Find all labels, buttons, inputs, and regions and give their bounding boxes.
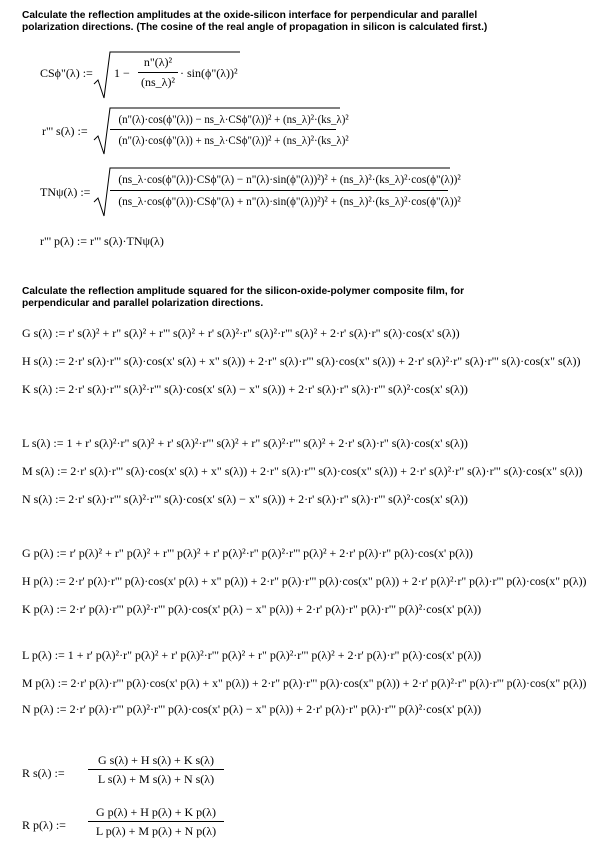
equation-M-p: M p(λ) := 2·r' p(λ)·r"' p(λ)·cos(x' p(λ) + x" p(λ)) + 2·r" p(λ)·r"' p(λ)·cos(x" p(λ)) + 2·r' p(λ)²·r" p(λ)·r"' p(λ)·cos(x" p(λ)) bbox=[22, 676, 587, 690]
R-p-numerator: G p(λ) + H p(λ) + K p(λ) bbox=[96, 805, 216, 819]
r-triple-s-numerator: (n"(λ)·cos(ϕ"(λ)) − ns_λ·CSϕ"(λ))² + (ns_λ)²·(ks_λ)² bbox=[118, 112, 349, 126]
tn-psi-numerator: (ns_λ·cos(ϕ"(λ))·CSϕ"(λ) − n"(λ)·sin(ϕ"(λ))²)² + (ns_λ)²·(ks_λ)²·cos(ϕ"(λ))² bbox=[118, 172, 461, 186]
equation-K-s: K s(λ) := 2·r' s(λ)·r"' s(λ)²·r"' s(λ)·cos(x' s(λ) − x" s(λ)) + 2·r' s(λ)·r" s(λ)·r"' s(λ)²·cos(x' s(λ)) bbox=[22, 382, 468, 396]
R-s-fraction-bar bbox=[88, 769, 224, 770]
equation-G-p: G p(λ) := r' p(λ)² + r" p(λ)² + r"' p(λ)² + r' p(λ)²·r" p(λ)²·r"' p(λ)² + 2·r' p(λ)·r" p(λ)·cos(x' p(λ)) bbox=[22, 546, 473, 560]
equation-H-p: H p(λ) := 2·r' p(λ)·r"' p(λ)·cos(x' p(λ) + x" p(λ)) + 2·r" p(λ)·r"' p(λ)·cos(x" p(λ)) + 2·r' p(λ)²·r" p(λ)·r"' p(λ)·cos(x" p(λ)) bbox=[22, 574, 587, 588]
equation-G-s: G s(λ) := r' s(λ)² + r" s(λ)² + r"' s(λ)² + r' s(λ)²·r" s(λ)²·r"' s(λ)² + 2·r' s(λ)·r" s(λ)·cos(x' s(λ)) bbox=[22, 326, 460, 340]
cs-phi-rad-post: · sin(ϕ"(λ))² bbox=[180, 66, 238, 80]
R-p-denominator: L p(λ) + M p(λ) + N p(λ) bbox=[95, 824, 217, 838]
intro-paragraph-2-line-2: perpendicular and parallel polarization directions. bbox=[22, 298, 264, 309]
equation-L-s: L s(λ) := 1 + r' s(λ)²·r" s(λ)² + r' s(λ)²·r"' s(λ)² + r" s(λ)²·r"' s(λ)² + 2·r' s(λ)·r" s(λ)·cos(x' s(λ)) bbox=[22, 436, 468, 450]
equation-N-s: N s(λ) := 2·r' s(λ)·r"' s(λ)²·r"' s(λ)·cos(x' s(λ) − x" s(λ)) + 2·r' s(λ)·r" s(λ)·r"' s(λ)²·cos(x' s(λ)) bbox=[22, 492, 468, 506]
equation-K-p: K p(λ) := 2·r' p(λ)·r"' p(λ)²·r"' p(λ)·cos(x' p(λ) − x" p(λ)) + 2·r' p(λ)·r" p(λ)·r"' p(λ)²·cos(x' p(λ)) bbox=[22, 602, 482, 616]
R-s-numerator: G s(λ) + H s(λ) + K s(λ) bbox=[98, 753, 214, 767]
cs-phi-numerator: n"(λ)² bbox=[143, 55, 173, 69]
equation-L-p: L p(λ) := 1 + r' p(λ)²·r" p(λ)² + r' p(λ)²·r"' p(λ)² + r" p(λ)²·r"' p(λ)² + 2·r' p(λ)·r" p(λ)·cos(x' p(λ)) bbox=[22, 648, 482, 662]
R-p-lhs: R p(λ) := bbox=[22, 818, 66, 832]
r-triple-s-fraction-bar bbox=[110, 129, 336, 130]
R-s-denominator: L s(λ) + M s(λ) + N s(λ) bbox=[97, 772, 215, 786]
intro-paragraph-1-line-2: polarization directions. (The cosine of the real angle of propagation in silicon is calculated first.) bbox=[22, 22, 488, 33]
intro-paragraph-1-line-1: Calculate the reflection amplitudes at the oxide-silicon interface for perpendicular and parallel bbox=[22, 10, 478, 21]
equation-N-p: N p(λ) := 2·r' p(λ)·r"' p(λ)²·r"' p(λ)·cos(x' p(λ) − x" p(λ)) + 2·r' p(λ)·r" p(λ)·r"' p(λ)²·cos(x' p(λ)) bbox=[22, 702, 482, 716]
r-triple-s-lhs: r"' s(λ) := bbox=[42, 124, 88, 138]
cs-phi-lhs: CSϕ"(λ) := bbox=[40, 66, 93, 80]
tn-psi-lhs: TNψ(λ) := bbox=[40, 185, 91, 199]
tn-psi-denominator: (ns_λ·cos(ϕ"(λ))·CSϕ"(λ) + n"(λ)·sin(ϕ"(λ))²)² + (ns_λ)²·(ks_λ)²·cos(ϕ"(λ))² bbox=[118, 194, 461, 208]
cs-phi-denominator: (ns_λ)² bbox=[140, 75, 176, 89]
equation-M-s: M s(λ) := 2·r' s(λ)·r"' s(λ)·cos(x' s(λ) + x" s(λ)) + 2·r" s(λ)·r"' s(λ)·cos(x" s(λ)) + 2·r' s(λ)²·r" s(λ)·r"' s(λ)·cos(x" s(λ)) bbox=[22, 464, 583, 478]
equation-H-s: H s(λ) := 2·r' s(λ)·r"' s(λ)·cos(x' s(λ) + x" s(λ)) + 2·r" s(λ)·r"' s(λ)·cos(x" s(λ)) + 2·r' s(λ)²·r" s(λ)·r"' s(λ)·cos(x" s(λ)) bbox=[22, 354, 581, 368]
r-triple-p-equation: r"' p(λ) := r"' s(λ)·TNψ(λ) bbox=[40, 234, 164, 248]
r-triple-s-denominator: (n"(λ)·cos(ϕ"(λ)) + ns_λ·CSϕ"(λ))² + (ns_λ)²·(ks_λ)² bbox=[118, 133, 349, 147]
cs-phi-fraction-bar bbox=[138, 72, 178, 73]
R-s-lhs: R s(λ) := bbox=[22, 766, 65, 780]
R-p-fraction-bar bbox=[88, 821, 224, 822]
tn-psi-fraction-bar bbox=[110, 190, 448, 191]
cs-phi-rad-pre: 1 − bbox=[114, 66, 130, 80]
intro-paragraph-2-line-1: Calculate the reflection amplitude squared for the silicon-oxide-polymer composite film, for bbox=[22, 286, 465, 297]
